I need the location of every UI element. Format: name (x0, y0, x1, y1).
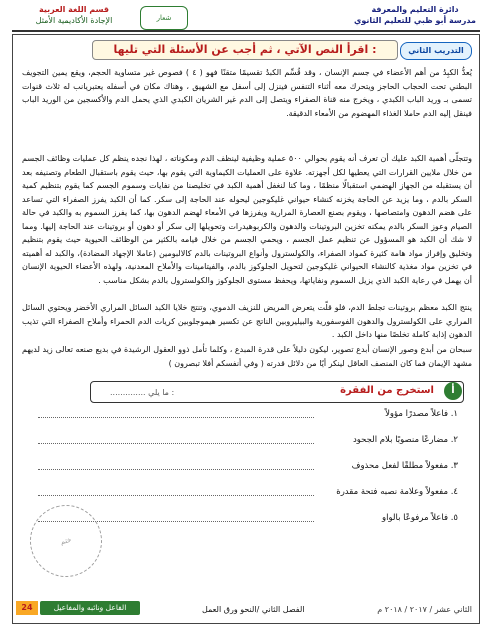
question-label: ٣. مفعولاً مطلقًا لفعل محذوف (351, 461, 458, 471)
question-label: ١. فاعلاً مصدرًا مؤولاً (385, 409, 458, 419)
answer-line[interactable] (38, 443, 314, 444)
header-right-line2: مدرسة أبو ظبي للتعليم الثانوي (354, 16, 476, 25)
question-row[interactable] (30, 409, 464, 425)
paragraph-1: يُعدُّ الكبِدُ من أهم الأعضاء في جسم الإنسان ، وقد قُسِّم الكبدُ تقسيمًا متقنًا فهو ( ٤ ) فصوص غير متساوية الحجم، ويقع يمين التجويف البطني تحت الحجاب الحاجز ويتحرك معه أثناء التنفس فينزل إلى أسفل مع الشهيق ، وهناك مكان في أسفله يعتبريانب له ثلاث قنوات تسمى بـ وريد الباب الكبدي ، ويخرج منه قناة الصفراء ويتصل إلى الدم غير الشريان الكبدي الذي يحمل الدم والأكسجين من الوريد الباب فينقل إليه الدم حاملا الغذاء المهضوم من الأمعاء الدقيقة. (22, 68, 473, 118)
school-logo: شعار (140, 6, 188, 30)
footer-grade-year: الثاني عشر / ٢٠١٧ / ٢٠١٨ م (377, 605, 472, 614)
question-row[interactable] (30, 487, 464, 503)
footer-section: الفصل الثاني /النحو ورق العمل (202, 605, 305, 614)
instruction-title: اقرأ النص الآتي ، ثم أجب عن الأسئلة التي تليها : (92, 40, 398, 60)
exercise-dots: .............. ما يلي : (110, 388, 175, 397)
answer-line[interactable] (38, 469, 314, 470)
question-label: ٢. مضارعًا منصوبًا بلام الجحود (352, 435, 458, 445)
page-number: 24 (16, 601, 38, 615)
paragraph-4: سبحان من أبدع وصور الإنسان أبدع تصوير، ليكون دليلاً على قدرة المبدع ، وكلما تأمل ذوو العقول الرشيدة في بديع صنعه تعالى زيد لديهم مشهد الإيمان فما كان المنصف العاقل لينكر أيًا من دلائل قدرته ( وفي أنفسكم أفلا تبصرون ) (22, 345, 472, 368)
header-right (350, 4, 480, 26)
question-row[interactable] (30, 435, 464, 451)
header-divider (12, 30, 480, 32)
answer-line[interactable] (38, 495, 314, 496)
question-row[interactable] (30, 461, 464, 477)
question-label: ٥. فاعلاً مرفوعًا بالواو (382, 513, 458, 523)
school-stamp: ختم (22, 497, 110, 585)
footer-bar (12, 597, 480, 619)
exercise-prompt: استخرج من الفقرة (340, 385, 434, 396)
exercise-tag: التدريب الثاني (400, 42, 472, 60)
answer-line[interactable] (38, 417, 314, 418)
header-left-line2: الإجادة الأكاديمية الأمثل (35, 16, 113, 25)
paragraph-3: ينتج الكبد معظم بروتينات تجلط الدم، فلو قلّت يتعرض المريض للنزيف الدموي، وتنتج خلايا الكبد السائل المراري الأخضر ويحتوي السائل المراري على الكولسترول والدهون الفوسفورية والبيليروبين الناتج عن تكسير هيموجلوبين كريات الدم الحمراء وأملاح الصفراء التي تذيب الدهون إذابة كاملة تخلصًا منها داخل الكبد . (22, 303, 472, 339)
header-left (14, 4, 134, 26)
header-right-line1: دائرة التعليم والمعرفة (371, 5, 459, 14)
header-left-line1: قسم اللغة العربية (39, 5, 109, 14)
paragraph-2: وتتجلّى أهمية الكبد عليك أن تعرف أنه يقوم بحوالي ٥٠٠ عملية وظيفية لينظف الدم ومكوناته ، لهذا نجده ينظم كل عمليات وظائف الجسم من خلال ملايين القرارات التي يعطيها لكل أجهزته. علاوة على العمليات الكيماوية التي يقوم بها، حيث يقوم باستقبال الطعام وتصنيفه بعد أن يستقبله من الجهاز الهضمي استقبالًا منظمًا ، وما كنا لنغفل أهمية الكبد في تخليصنا من نفايات وسموم الجسم كما يقوم بتنظيم كمية السكر بالدم ، وما يزيد عن الحاجة يخزنه كنشاء حيواني غليكوجين ليحوله عند الحاجة إلى سكر. كما أن الكبد يفرز الصفراء التي تساعد على هضم الدهون وامتصاصها ، ويقوم بصنع العصارة المرارية ويفرزها في الأمعاء لهضم الدهون بها، كما يفرز السموم به والكبد في حالة الصيام وعوز السكر بالدم يمكنه تخزين البروتينات والدهون والكربوهيدرات وتحويلها إلى سكر أو دهون أو بروتينات عند الحاجة إليها. ومما لا شك أن الكبد هو المسؤول عن تنظيم عمل الجسم ، ويحمي الجسم من خلال قيامه بالكثير من الوظائف الحيوية حيث يقوم بتنظيم وتخليق وإفراز مواد هامة كثيرة كمواد الصفراء، والكولسترول وأنواع البروتينات بالدم كالالبومين (عاملا الإجهاد المضادة)، والكبد له أهميته في تخزين مواد مغذية كالنشاء الحيواني غليكوجين لتحويل الجلوكوز بالدم، والفيتامينات والأملاح المعدنية، ولهذه الأعضاء الحيوية الإنسان أن يهمل في رعاية الكبد الذي يزيل السموم ونفاياتها، ويحفظ مستوى الجلوكوز والكولسترول بالدم بشكل مناسب . (22, 154, 473, 285)
question-label: ٤. مفعولاً وعلامة نصبه فتحة مقدرة (336, 487, 458, 497)
exercise-number-badge: أ (444, 382, 462, 400)
footer-topic: الفاعل ونائبه والمفاعيل (40, 601, 140, 615)
